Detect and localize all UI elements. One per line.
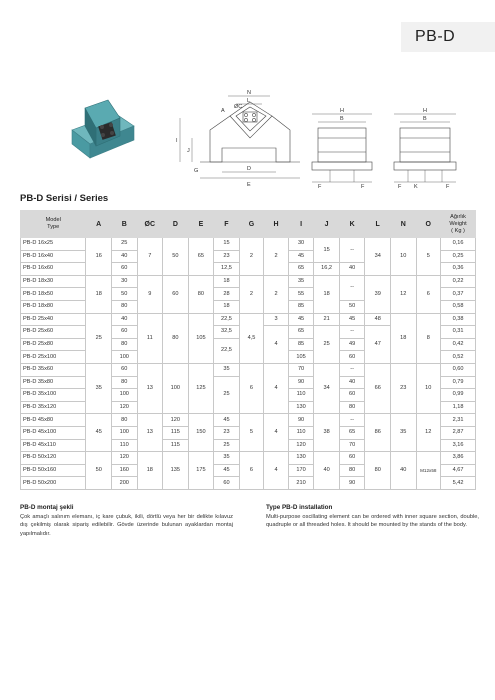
cell-k: 80 [339,464,365,477]
cell-o: M12x58 [416,452,441,490]
cell-model: PB-D 25x40 [21,313,86,326]
cell-n: 12 [390,275,416,313]
spec-table [20,210,476,490]
cell-i: 30 [288,238,314,251]
cell-f: 23 [214,250,240,263]
cell-f: 45 [214,414,240,427]
cell-weight: 2,31 [441,414,476,427]
cell-j: 16,2 [314,263,340,276]
cell-f: 45 [214,464,240,477]
cell-model: PB-D 45x110 [21,439,86,452]
cell-model: PB-D 35x120 [21,401,86,414]
cell-a: 16 [86,238,112,276]
cell-k: -- [339,326,365,339]
cell-b: 120 [111,452,137,465]
cell-g: 6 [239,452,264,490]
cell-i: 45 [288,250,314,263]
cell-k: 80 [339,401,365,414]
cell-i: 90 [288,414,314,427]
cell-k: 65 [339,426,365,439]
cell-h: 3 [264,313,289,326]
cell-b: 80 [111,376,137,389]
cell-i: 65 [288,263,314,276]
cell-weight: 5,42 [441,477,476,490]
cell-i: 70 [288,363,314,376]
side2-label-f-left: F [398,184,402,190]
technical-drawings [0,78,495,198]
cell-d: 115 [163,439,189,452]
page-header-tab [401,22,495,52]
header-e: E [188,211,214,238]
cell-f: 15 [214,238,240,251]
cell-i: 110 [288,426,314,439]
cell-e: 125 [188,363,214,413]
cell-d: 60 [163,275,189,313]
cell-l: 39 [365,275,391,313]
cell-e: 105 [188,313,214,363]
header-model-line-2: Type [47,224,60,230]
cell-weight: 0,99 [441,389,476,402]
cell-model: PB-D 18x50 [21,288,86,301]
dim-label-j: J [187,148,190,154]
side2-label-f-right: F [446,184,450,190]
cell-i: 130 [288,401,314,414]
installation-body-tr: Çok amaçlı salınım elemanı, iç kare çubuk, ikili, dörtlü veya her bir delikte kılavuz dış çekilmiş olarak sipariş edilebilir. Gövde üzerinde bulunan ayaklardan montaj yapılmalıdır. [20,514,233,537]
cell-model: PB-D 25x80 [21,338,86,351]
cell-h: 4 [264,326,289,364]
cell-a: 18 [86,275,112,313]
header-b: B [111,211,137,238]
cell-h: 2 [264,238,289,276]
cell-e: 175 [188,452,214,490]
header-f: F [214,211,240,238]
cell-j: 18 [314,275,340,313]
cell-b: 60 [111,363,137,376]
cell-model: PB-D 45x80 [21,414,86,427]
cell-model: PB-D 35x100 [21,389,86,402]
cell-weight: 3,16 [441,439,476,452]
cell-c: 13 [137,363,163,413]
cell-k: 45 [339,313,365,326]
cell-d: 115 [163,426,189,439]
cell-b: 60 [111,263,137,276]
cell-f: 22,5 [214,313,240,326]
cell-model: PB-D 50x200 [21,477,86,490]
installation-text-en [266,504,479,530]
table-row [21,313,476,326]
cell-model: PB-D 25x60 [21,326,86,339]
side1-label-f-right: F [361,184,365,190]
cell-l: 86 [365,414,391,452]
cell-o: 6 [416,275,441,313]
cell-weight: 0,25 [441,250,476,263]
cell-weight: 0,16 [441,238,476,251]
cell-a: 25 [86,313,112,363]
cell-g: 4,5 [239,313,264,363]
cell-weight: 4,67 [441,464,476,477]
cell-j: 34 [314,363,340,413]
cell-i: 130 [288,452,314,465]
cell-l: 47 [365,326,391,364]
header-d: D [163,211,189,238]
header-l: L [365,211,391,238]
header-g: G [239,211,264,238]
cell-f: 25 [214,376,240,414]
cell-k: 40 [339,376,365,389]
cell-b: 100 [111,351,137,364]
side2-label-k: K [414,184,418,190]
cell-b: 80 [111,414,137,427]
cell-i: 105 [288,351,314,364]
cell-b: 80 [111,300,137,313]
table-row [21,414,476,427]
cell-b: 100 [111,426,137,439]
cell-e: 80 [188,275,214,313]
cell-b: 60 [111,326,137,339]
header-k: K [339,211,365,238]
cell-h: 4 [264,452,289,490]
cell-l: 48 [365,313,391,326]
header-weight-line-3: ( Kg ) [451,227,465,234]
cell-f: 32,5 [214,326,240,339]
dim-label-e: E [247,182,251,188]
table-row [21,238,476,251]
cell-b: 80 [111,338,137,351]
header-j: J [314,211,340,238]
cell-model: PB-D 35x60 [21,363,86,376]
installation-title-en: Type PB-D installation [266,504,333,511]
cell-o: 5 [416,238,441,276]
product-image [72,100,134,158]
cell-d: 135 [163,452,189,490]
cell-i: 55 [288,288,314,301]
cell-g: 2 [239,275,264,313]
cell-weight: 0,37 [441,288,476,301]
cell-model: PB-D 45x100 [21,426,86,439]
cell-g: 5 [239,414,264,452]
cell-n: 10 [390,238,416,276]
cell-j: 15 [314,238,340,263]
cell-j: 38 [314,414,340,452]
header-a: A [86,211,112,238]
cell-d: 50 [163,238,189,276]
cell-g: 2 [239,238,264,276]
cell-weight: 0,52 [441,351,476,364]
cell-o: 8 [416,313,441,363]
cell-i: 45 [288,313,314,326]
cell-weight: 2,87 [441,426,476,439]
cell-k: 40 [339,263,365,276]
cell-k: 70 [339,439,365,452]
cell-i: 85 [288,300,314,313]
cell-b: 50 [111,288,137,301]
installation-body-en: Multi-purpose oscillating element can be ordered with inner square section, double, quadruple or all threaded holes. It should be mounted by the stands of the body. [266,514,479,529]
side1-label-f-left: F [318,184,322,190]
cell-i: 110 [288,389,314,402]
cell-h: 2 [264,275,289,313]
cell-b: 40 [111,313,137,326]
cell-f: 28 [214,288,240,301]
side1-label-h: H [340,108,344,114]
table-row [21,452,476,465]
cell-k: -- [339,414,365,427]
cell-k: 49 [339,338,365,351]
cell-c: 9 [137,275,163,313]
cell-a: 50 [86,452,112,490]
cell-j: 25 [314,326,340,364]
cell-k: -- [339,363,365,376]
header-n: N [390,211,416,238]
cell-model: PB-D 18x80 [21,300,86,313]
cell-f: 22,5 [214,338,240,363]
cell-weight: 0,22 [441,275,476,288]
cell-j: 21 [314,313,340,326]
cell-o: 12 [416,414,441,452]
cell-i: 120 [288,439,314,452]
cell-a: 45 [86,414,112,452]
cell-g: 6 [239,363,264,413]
cell-f: 18 [214,300,240,313]
cell-j: 40 [314,452,340,490]
dim-label-l: L [247,98,251,104]
cell-model: PB-D 50x120 [21,452,86,465]
cell-i: 65 [288,326,314,339]
cell-f: 60 [214,477,240,490]
cell-f: 35 [214,363,240,376]
cell-weight: 1,18 [441,401,476,414]
cell-i: 210 [288,477,314,490]
cell-weight: 0,79 [441,376,476,389]
cell-d: 80 [163,313,189,363]
header-weight-line-2: Weight [449,220,467,227]
cell-e: 150 [188,414,214,452]
cell-model: PB-D 16x40 [21,250,86,263]
cell-n: 40 [390,452,416,490]
header-i: I [288,211,314,238]
cell-weight: 0,42 [441,338,476,351]
cell-f: 23 [214,426,240,439]
dim-label-oc: ØC [234,104,243,110]
table-row [21,275,476,288]
cell-model: PB-D 16x25 [21,238,86,251]
cell-b: 40 [111,250,137,263]
table-header-row [21,211,476,238]
cell-l: 34 [365,238,391,276]
cell-model: PB-D 50x160 [21,464,86,477]
header-model [21,211,86,238]
cell-n: 23 [390,363,416,413]
cell-n: 18 [390,313,416,363]
header-model-line-1: Model [45,217,61,223]
cell-c: 13 [137,414,163,452]
cell-l: 80 [365,452,391,490]
cell-weight: 0,36 [441,263,476,276]
cell-f: 12,5 [214,263,240,276]
header-o: O [416,211,441,238]
cell-k: 60 [339,452,365,465]
cell-b: 30 [111,275,137,288]
cell-weight: 0,58 [441,300,476,313]
cell-l: 66 [365,363,391,413]
cell-weight: 0,31 [441,326,476,339]
series-title: PB-D Serisi / Series [20,193,109,204]
cell-k: -- [339,238,365,263]
side-view-drawing-2 [394,114,456,182]
cell-i: 35 [288,275,314,288]
cell-b: 100 [111,389,137,402]
side2-label-b: B [423,116,427,122]
dim-label-n: N [247,90,251,96]
cell-d: 120 [163,414,189,427]
cell-model: PB-D 18x30 [21,275,86,288]
cell-model: PB-D 25x100 [21,351,86,364]
cell-d: 100 [163,363,189,413]
cell-n: 35 [390,414,416,452]
cell-i: 85 [288,338,314,351]
cell-b: 120 [111,401,137,414]
dim-label-i: I [176,138,178,144]
cell-weight: 0,38 [441,313,476,326]
cell-k: 60 [339,389,365,402]
cell-f: 35 [214,452,240,465]
cell-k: 90 [339,477,365,490]
cell-model: PB-D 16x60 [21,263,86,276]
cell-b: 110 [111,439,137,452]
header-weight [441,211,476,238]
header-c: ØC [137,211,163,238]
cell-c: 11 [137,313,163,363]
dim-label-g: G [194,168,199,174]
side1-label-b: B [340,116,344,122]
cell-e: 65 [188,238,214,276]
header-weight-line-1: Ağırlık [450,213,466,220]
installation-text-tr [20,504,233,538]
cell-weight: 0,60 [441,363,476,376]
cell-i: 170 [288,464,314,477]
dim-label-a: A [221,108,225,114]
installation-title-tr: PB-D montaj şekli [20,504,74,511]
cell-o: 10 [416,363,441,413]
cell-k: -- [339,275,365,300]
cell-b: 25 [111,238,137,251]
cell-a: 35 [86,363,112,413]
cell-k: 50 [339,300,365,313]
cell-h: 4 [264,414,289,452]
product-code: PB-D [415,28,456,45]
table-row [21,363,476,376]
cell-i: 90 [288,376,314,389]
cell-weight: 3,86 [441,452,476,465]
cell-model: PB-D 35x80 [21,376,86,389]
side-view-drawing-1 [312,114,372,182]
cell-k: 60 [339,351,365,364]
cell-f: 18 [214,275,240,288]
header-h: H [264,211,289,238]
cell-c: 18 [137,452,163,490]
cell-f: 25 [214,439,240,452]
side2-label-h: H [423,108,427,114]
dim-label-d: D [247,166,251,172]
cell-c: 7 [137,238,163,276]
cell-h: 4 [264,363,289,413]
cell-b: 200 [111,477,137,490]
cell-b: 160 [111,464,137,477]
